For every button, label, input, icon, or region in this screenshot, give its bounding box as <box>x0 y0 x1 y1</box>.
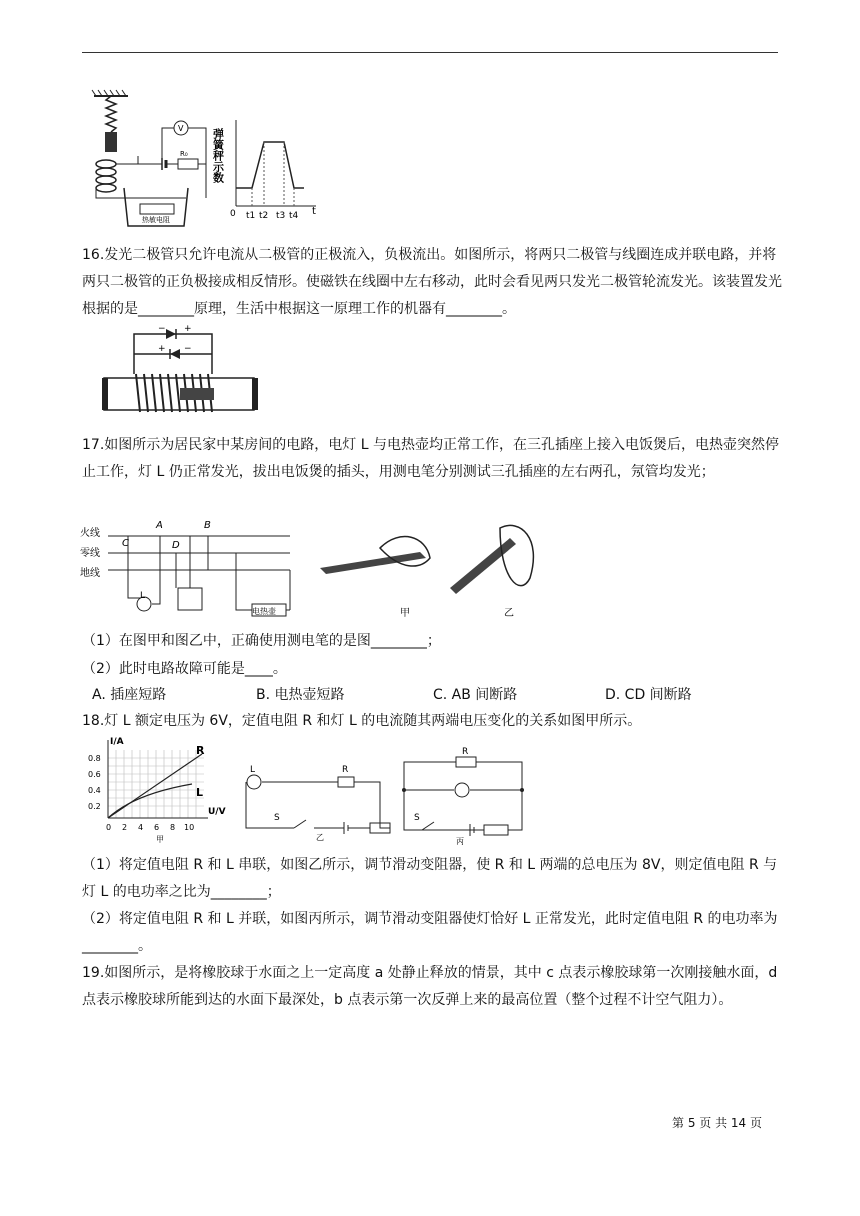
q16-text: 16.发光二极管只允许电流从二极管的正极流入，负极流出。如图所示，将两只二极管与线圈连成并联电路，并将两只二极管的正负极接成相反情形。使磁铁在线圈中左右移动，此时会看见两只发光二极管轮流发光。该装置发光根据的是________原理，生活中根据这一原理工作的机器有________。 <box>82 247 782 317</box>
q15-tick: t3 <box>276 211 286 221</box>
q15-r0-label: R₀ <box>180 150 188 158</box>
graph-caption: 甲 <box>156 835 164 844</box>
q15-tick: t2 <box>259 211 269 221</box>
q17-sub1: （1）在图甲和图乙中，正确使用测电笔的是图________； <box>82 633 441 649</box>
point-label: C <box>122 538 129 549</box>
q15-tick: t1 <box>246 211 256 221</box>
wire-label: 火线 <box>80 528 100 539</box>
svg-text:−: − <box>184 344 192 354</box>
pen-label: 乙 <box>504 608 514 619</box>
graph-xlabel: U/V <box>208 807 226 817</box>
series-label: R <box>196 744 205 757</box>
ytick: 0.8 <box>88 754 101 763</box>
fig3-label: R <box>462 747 469 757</box>
q18-figure <box>84 736 524 846</box>
ytick: 0.6 <box>88 770 101 779</box>
option-d: D. CD 间断路 <box>605 687 692 703</box>
q17-text: 17.如图所示为居民家中某房间的电路，电灯 L 与电热壶均正常工作，在三孔插座上接入电饭煲后，电热壶突然停止工作，灯 L 仍正常发光，拔出电饭煲的插头，用测电笔分别测试三孔插座的左右两孔，氖管均发光； <box>82 437 779 480</box>
graph-ylabel: I/A <box>110 737 124 747</box>
q15-thermistor-label: 热敏电阻 <box>142 216 170 224</box>
fig2-caption: 乙 <box>316 833 324 842</box>
wire-label: 地线 <box>80 568 100 579</box>
option-c: C. AB 间断路 <box>433 687 518 703</box>
xtick: 0 <box>106 823 112 832</box>
xtick: 6 <box>154 823 160 832</box>
fig2-label: S <box>274 813 280 823</box>
svg-text:+: + <box>158 344 166 354</box>
svg-text:−: − <box>158 324 166 334</box>
pen-label: 甲 <box>400 608 410 619</box>
q17-sub2: （2）此时电路故障可能是____。 <box>82 661 287 677</box>
fig3-label: S <box>414 813 420 823</box>
q15-meter-label: V <box>178 124 184 133</box>
ytick: 0.4 <box>88 786 101 795</box>
fig3-caption: 丙 <box>456 837 464 846</box>
wire-label: 零线 <box>80 548 100 559</box>
lamp-label: L <box>140 591 146 601</box>
option-b: B. 电热壶短路 <box>256 687 345 703</box>
xtick: 10 <box>184 823 195 832</box>
q18-sub1: （1）将定值电阻 R 和 L 串联，如图乙所示，调节滑动变阻器，使 R 和 L 两端的总电压为 8V，则定值电阻 R 与灯 L 的电功率之比为________； <box>82 857 778 900</box>
point-label: B <box>204 520 211 531</box>
series-label: L <box>196 786 204 799</box>
ytick: 0.2 <box>88 802 101 811</box>
point-label: A <box>156 520 163 531</box>
xtick: 8 <box>170 823 176 832</box>
fig2-label: L <box>250 765 256 775</box>
q18-text: 18.灯 L 额定电压为 6V，定值电阻 R 和灯 L 的电流随其两端电压变化的关系如图甲所示。 <box>82 713 642 729</box>
xtick: 2 <box>122 823 128 832</box>
q17-figure <box>80 518 550 626</box>
q19-text: 19.如图所示，是将橡胶球于水面之上一定高度 a 处静止释放的情景，其中 c 点表示橡胶球第一次刚接触水面，d 点表示橡胶球所能到达的水面下最深处，b 点表示第一次反弹上来的最高位置（整个过程不计空气阻力）。 <box>82 965 778 1008</box>
fig2-label: R <box>342 765 349 775</box>
option-a: A. 插座短路 <box>92 687 167 703</box>
q16-figure <box>100 322 270 418</box>
q15-graph-origin: 0 <box>230 209 236 219</box>
q15-figure <box>88 88 328 238</box>
xtick: 4 <box>138 823 144 832</box>
q15-tick: t4 <box>289 211 299 221</box>
q15-graph-x: t <box>312 206 316 217</box>
q15-graph-ylabel: 弹簧秤示数 <box>211 128 225 183</box>
kettle-label: 电热壶 <box>252 607 276 616</box>
header-rule <box>82 52 778 53</box>
q18-sub2: （2）将定值电阻 R 和 L 并联，如图丙所示，调节滑动变阻器使灯恰好 L 正常发光，此时定值电阻 R 的电功率为________。 <box>82 911 778 954</box>
point-label: D <box>172 540 180 551</box>
page-footer: 第 5 页 共 14 页 <box>672 1116 762 1130</box>
svg-text:+: + <box>184 324 192 334</box>
